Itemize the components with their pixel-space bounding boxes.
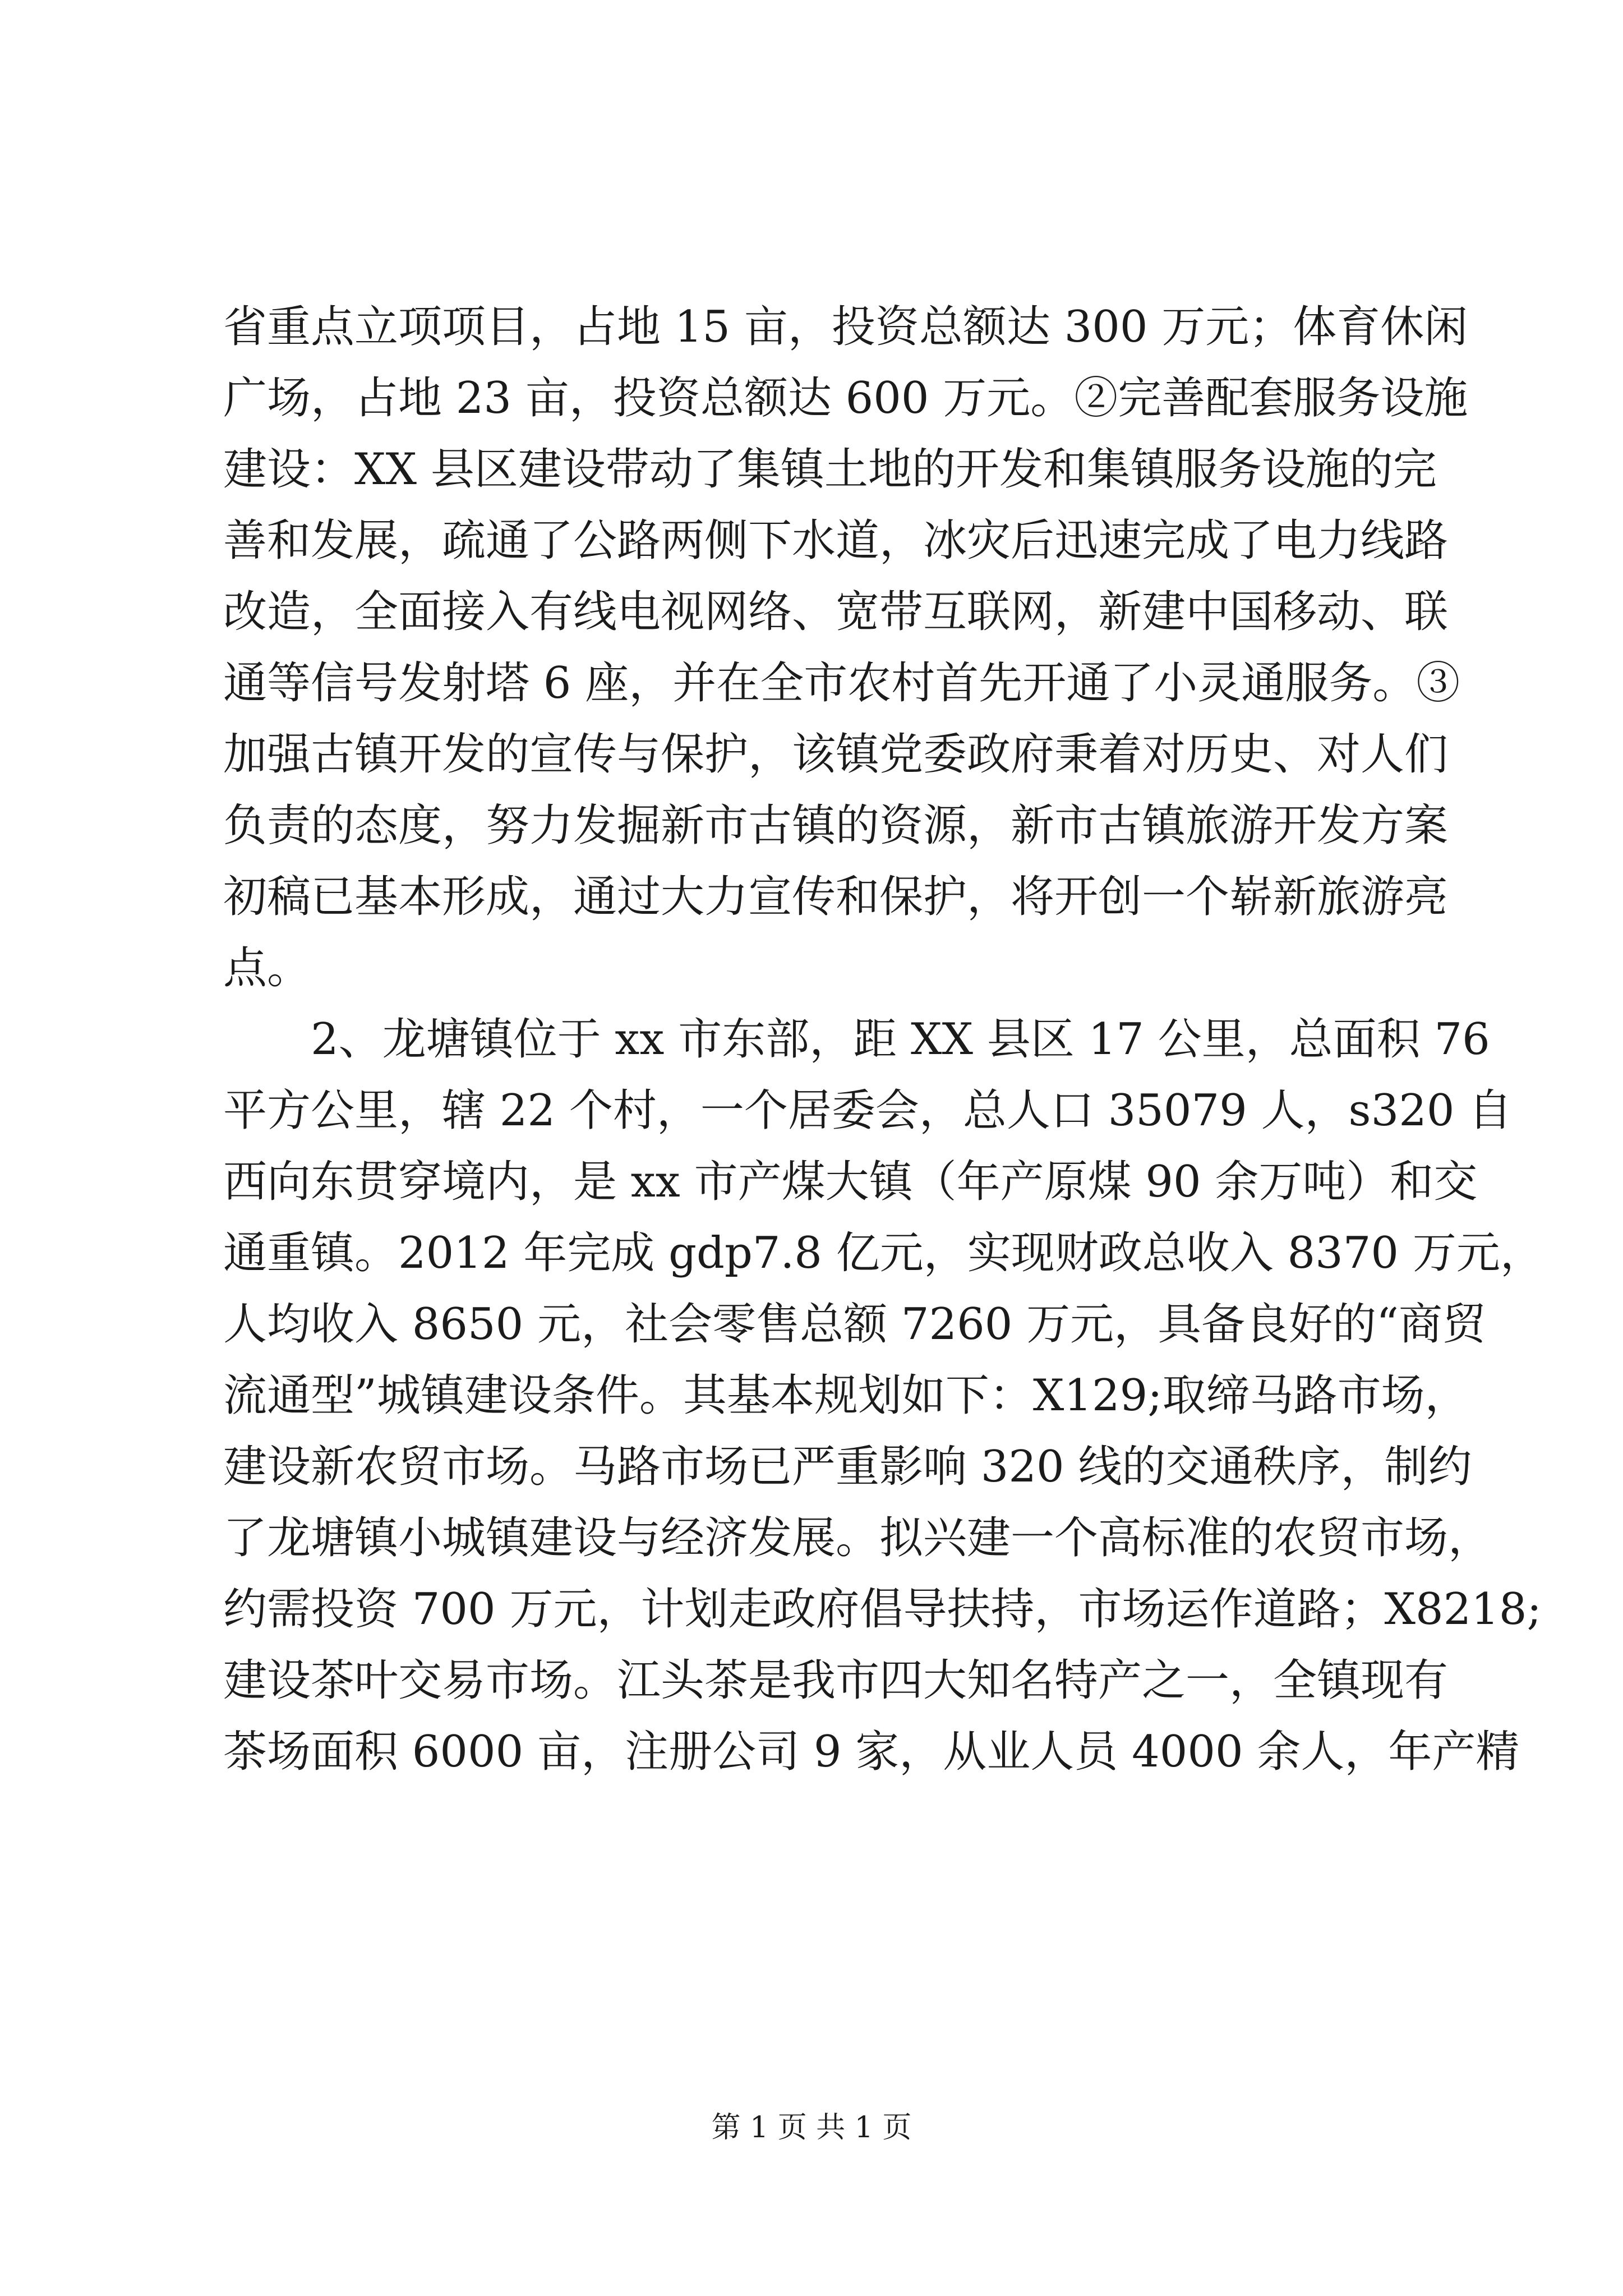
text-line: 改造，全面接入有线电视网络、宽带互联网，新建中国移动、联: [223, 587, 1449, 637]
text-line: 通等信号发射塔 6 座，并在全市农村首先开通了小灵通服务。③: [223, 658, 1460, 708]
text-line: 西向东贯穿境内，是 xx 市产煤大镇（年产原煤 90 余万吨）和交: [223, 1157, 1478, 1207]
text-line: 约需投资 700 万元，计划走政府倡导扶持，市场运作道路；X8218;: [223, 1584, 1542, 1635]
text-line: 平方公里，辖 22 个村，一个居委会，总人口 35079 人，s320 自: [223, 1085, 1513, 1136]
text-line: 负责的态度，努力发掘新市古镇的资源，新市古镇旅游开发方案: [223, 800, 1449, 851]
text-line: 善和发展，疏通了公路两侧下水道，冰灾后迅速完成了电力线路: [223, 516, 1449, 566]
text-line: 建设：XX 县区建设带动了集镇土地的开发和集镇服务设施的完: [223, 444, 1437, 495]
text-line: 茶场面积 6000 亩，注册公司 9 家，从业人员 4000 余人，年产精: [223, 1727, 1520, 1777]
text-line: 了龙塘镇小城镇建设与经济发展。拟兴建一个高标准的农贸市场，: [223, 1513, 1492, 1563]
page-footer: 第 1 页 共 1 页: [711, 2111, 912, 2145]
text-line: 建设茶叶交易市场。江头茶是我市四大知名特产之一，全镇现有: [223, 1655, 1449, 1706]
text-line: 通重镇。2012 年完成 gdp7.8 亿元，实现财政总收入 8370 万元，: [223, 1228, 1544, 1278]
text-line: 人均收入 8650 元，社会零售总额 7260 万元，具备良好的“商贸: [223, 1299, 1487, 1350]
text-line: 加强古镇开发的宣传与保护，该镇党委政府秉着对历史、对人们: [223, 729, 1449, 780]
text-line: 省重点立项项目，占地 15 亩，投资总额达 300 万元；体育休闲: [223, 302, 1468, 352]
paragraph-start-line: 2、龙塘镇位于 xx 市东部，距 XX 县区 17 公里，总面积 76: [311, 1014, 1490, 1065]
text-line: 广场，占地 23 亩，投资总额达 600 万元。②完善配套服务设施: [223, 373, 1468, 424]
text-line: 建设新农贸市场。马路市场已严重影响 320 线的交通秩序，制约: [223, 1442, 1472, 1492]
text-line: 流通型”城镇建设条件。其基本规划如下：X129;取缔马路市场，: [223, 1370, 1469, 1421]
document-body: [223, 292, 1544, 1788]
text-line: 初稿已基本形成，通过大力宣传和保护，将开创一个崭新旅游亮: [223, 872, 1449, 922]
text-line: 点。: [223, 943, 311, 993]
